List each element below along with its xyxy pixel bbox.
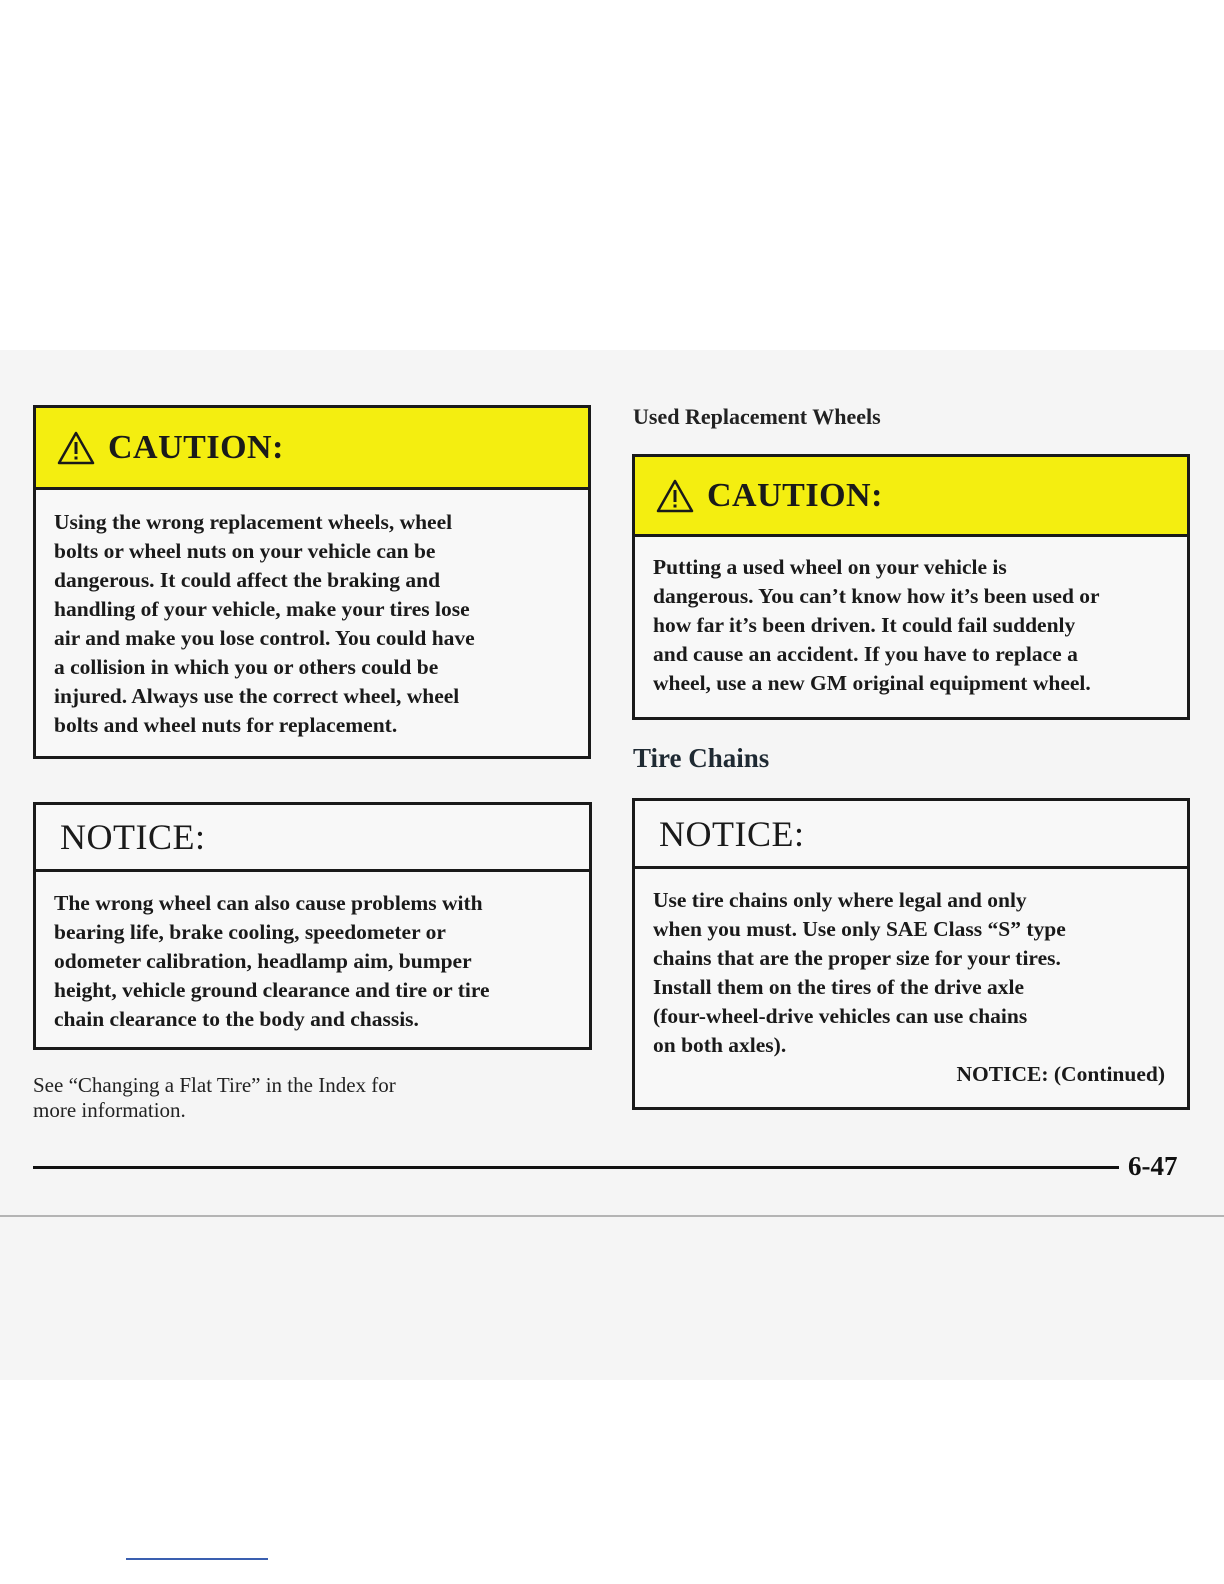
caution-header — [635, 457, 1187, 537]
text-line: The wrong wheel can also cause problems with — [54, 891, 483, 915]
warning-triangle-icon — [655, 478, 695, 514]
caution-title: CAUTION: — [707, 476, 883, 514]
text-line: dangerous. You can’t know how it’s been used or — [653, 584, 1100, 608]
notice-header — [36, 805, 589, 872]
caution-body — [36, 490, 588, 740]
text-line: See “Changing a Flat Tire” in the Index for — [33, 1073, 396, 1097]
text-line: bolts and wheel nuts for replacement. — [54, 713, 398, 737]
text-line: more information. — [33, 1098, 186, 1122]
notice-box-tire-chains — [632, 798, 1190, 1110]
notice-header — [635, 801, 1187, 869]
text-line: how far it’s been driven. It could fail suddenly — [653, 613, 1076, 637]
notice-title: NOTICE: — [659, 813, 805, 854]
text-line: height, vehicle ground clearance and tire or tire — [54, 978, 490, 1002]
notice-box-wrong-wheel-problems — [33, 802, 592, 1050]
text-line: dangerous. It could affect the braking and — [54, 568, 441, 592]
text-line: wheel, use a new GM original equipment wheel. — [653, 671, 1091, 695]
bottom-accent-line — [126, 1558, 268, 1560]
page-number: 6-47 — [1128, 1151, 1178, 1181]
text-line: (four-wheel-drive vehicles can use chains — [653, 1004, 1028, 1028]
text-line: Using the wrong replacement wheels, wheel — [54, 510, 453, 534]
text-line: and cause an accident. If you have to replace a — [653, 642, 1078, 666]
text-line: bolts or wheel nuts on your vehicle can be — [54, 539, 436, 563]
caution-title: CAUTION: — [108, 428, 284, 466]
text-line: Install them on the tires of the drive axle — [653, 975, 1025, 999]
notice-body — [635, 869, 1187, 1060]
caution-box-wrong-wheels — [33, 405, 591, 759]
see-index-reference — [33, 1073, 396, 1123]
text-line: Putting a used wheel on your vehicle is — [653, 555, 1007, 579]
text-line: chains that are the proper size for your tires. — [653, 946, 1061, 970]
subheading-used-replacement-wheels: Used Replacement Wheels — [633, 404, 881, 429]
text-line: injured. Always use the correct wheel, wheel — [54, 684, 460, 708]
caution-body — [635, 537, 1187, 698]
text-line: when you must. Use only SAE Class “S” type — [653, 917, 1066, 941]
text-line: odometer calibration, headlamp aim, bumper — [54, 949, 472, 973]
warning-triangle-icon — [56, 430, 96, 466]
text-line: a collision in which you or others could be — [54, 655, 439, 679]
caution-box-used-wheel — [632, 454, 1190, 720]
section-title-tire-chains: Tire Chains — [633, 743, 770, 773]
text-line: on both axles). — [653, 1033, 787, 1057]
text-line: air and make you lose control. You could have — [54, 626, 475, 650]
notice-body — [36, 872, 589, 1034]
text-line: bearing life, brake cooling, speedometer or — [54, 920, 446, 944]
page-edge-line — [0, 1215, 1224, 1217]
text-line: handling of your vehicle, make your tires lose — [54, 597, 470, 621]
text-line: Use tire chains only where legal and only — [653, 888, 1027, 912]
notice-title: NOTICE: — [60, 817, 206, 857]
footer-rule — [33, 1166, 1119, 1169]
notice-continued-label: NOTICE: (Continued) — [956, 1062, 1165, 1086]
caution-header — [36, 408, 588, 490]
text-line: chain clearance to the body and chassis. — [54, 1007, 419, 1031]
